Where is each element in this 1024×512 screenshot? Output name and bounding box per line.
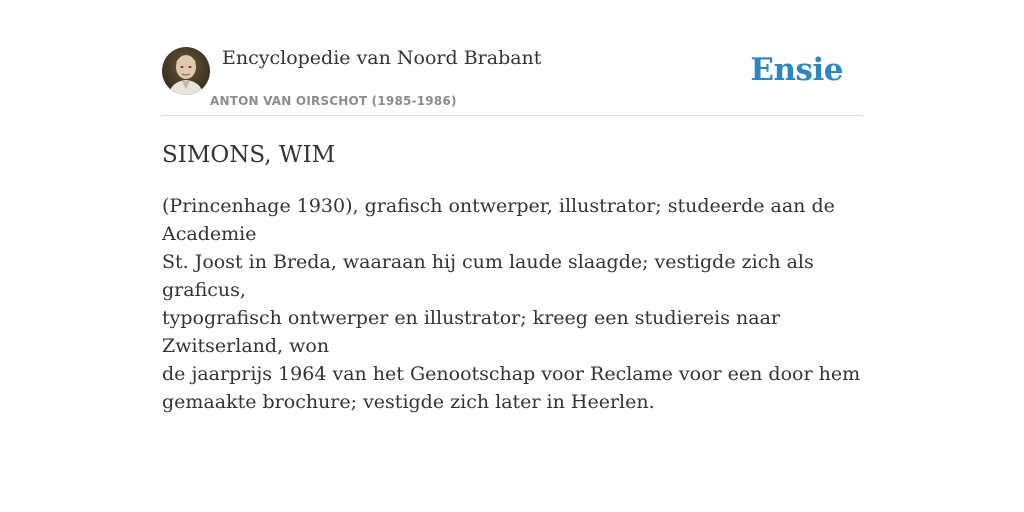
entry-title: SIMONS, WIM bbox=[162, 142, 336, 168]
book-header bbox=[162, 46, 862, 116]
ensie-logo[interactable]: Ensie bbox=[750, 52, 843, 88]
book-title[interactable]: Encyclopedie van Noord Brabant bbox=[222, 47, 542, 69]
entry-body bbox=[162, 192, 862, 416]
entry-body-line: St. Joost in Breda, waaraan hij cum laude slaagde; vestigde zich als graficus, bbox=[162, 251, 814, 301]
entry-body-line: (Princenhage 1930), grafisch ontwerper, illustrator; studeerde aan de Academie bbox=[162, 195, 835, 245]
author-name[interactable]: ANTON VAN OIRSCHOT (1985-1986) bbox=[210, 94, 457, 108]
author-portrait-icon bbox=[162, 47, 210, 95]
entry-body-line: gemaakte brochure; vestigde zich later in Heerlen. bbox=[162, 391, 655, 413]
header-divider bbox=[162, 115, 862, 116]
entry-body-line: typografisch ontwerper en illustrator; kreeg een studiereis naar Zwitserland, won bbox=[162, 307, 781, 357]
entry-body-line: de jaarprijs 1964 van het Genootschap voor Reclame voor een door hem bbox=[162, 363, 861, 385]
author-avatar[interactable] bbox=[162, 47, 210, 95]
